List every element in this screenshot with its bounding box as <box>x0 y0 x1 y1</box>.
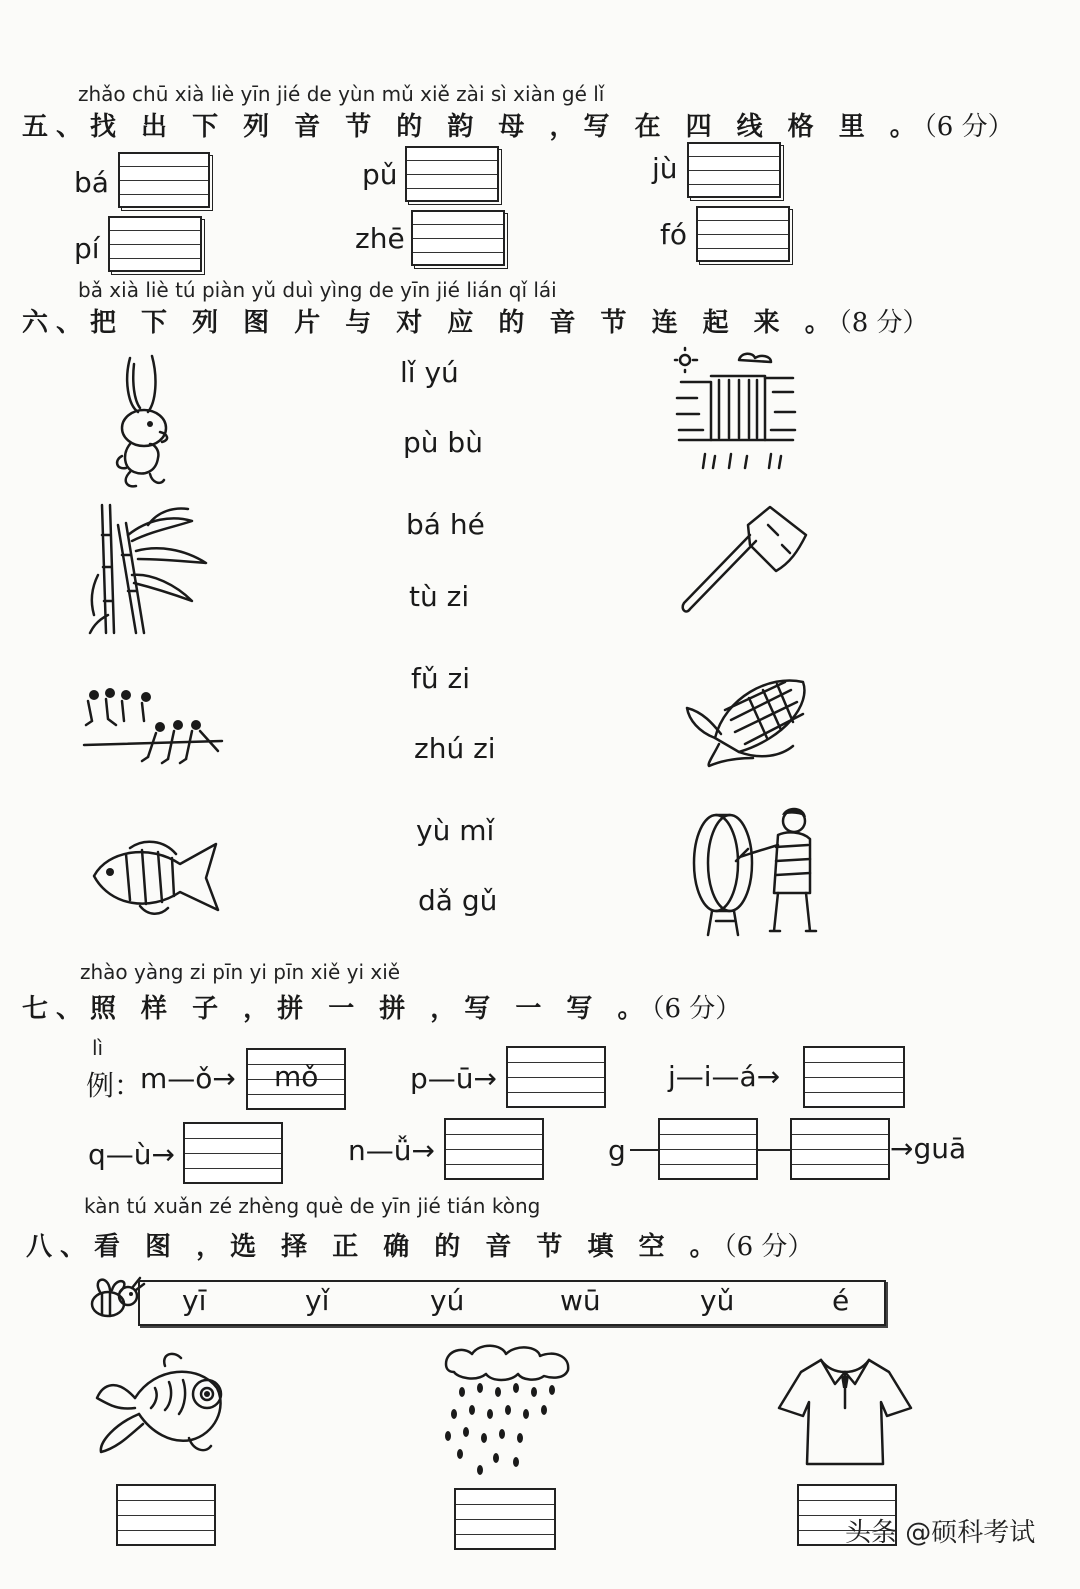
s8-title <box>26 1226 813 1263</box>
waterfall-picture[interactable] <box>675 348 800 478</box>
rabbit-picture[interactable] <box>100 350 190 490</box>
s6-score: （8 分） <box>838 308 929 338</box>
s7-box-gua-1[interactable] <box>658 1118 758 1180</box>
s5-box-ba[interactable] <box>118 152 210 208</box>
s7-example-answer: mǒ <box>274 1060 319 1093</box>
s7-box-gua-2[interactable] <box>790 1118 890 1180</box>
s5-item-fo: fó <box>660 218 687 251</box>
s7-example-box <box>246 1048 346 1110</box>
s7-example-pinyin: lì <box>92 1036 104 1060</box>
s8-pinyin: kàn tú xuǎn zé zhèng què de yīn jié tián kòng <box>84 1194 541 1218</box>
s8-option-e2[interactable]: é <box>832 1284 850 1317</box>
s5-item-ju: jù <box>652 152 678 185</box>
s8-option-yi3[interactable]: yǐ <box>305 1284 330 1317</box>
tug-of-war-picture[interactable] <box>82 685 227 765</box>
fish-picture[interactable] <box>90 838 225 918</box>
s8-option-wu1[interactable]: wū <box>560 1284 601 1317</box>
s5-box-pi[interactable] <box>108 216 202 272</box>
s6-word-zhu-zi[interactable]: zhú zi <box>414 732 496 765</box>
s5-item-pu: pǔ <box>362 158 398 191</box>
s5-box-pu[interactable] <box>405 146 499 202</box>
s8-option-yi1[interactable]: yī <box>182 1284 207 1317</box>
s7-score: （6 分） <box>651 994 742 1024</box>
axe-picture[interactable] <box>678 505 813 615</box>
s5-title-text: 五、找 出 下 列 音 节 的 韵 母 ，写 在 四 线 格 里 。 <box>22 112 924 142</box>
s6-word-tu-zi[interactable]: tù zi <box>409 580 470 613</box>
s7-title-text: 七、照 样 子 ，拼 一 拼 ，写 一 写 。 <box>22 994 652 1024</box>
s5-box-fo[interactable] <box>696 206 790 262</box>
s7-last-result: →guā <box>890 1132 967 1165</box>
s6-pinyin: bǎ xià liè tú piàn yǔ duì yìng de yīn jié lián qǐ lái <box>78 278 557 302</box>
s8-options-bar <box>138 1280 886 1326</box>
s7-example-expr: m—ǒ→ <box>140 1062 236 1095</box>
s7-expr-qu: q—ù→ <box>88 1138 175 1171</box>
s6-word-pu-bu[interactable]: pù bù <box>403 426 483 459</box>
s5-score: （6 分） <box>923 112 1014 142</box>
s7-example-label: 例： <box>86 1069 143 1102</box>
watermark: 头条 @硕科考试 <box>845 1518 1036 1548</box>
goldfish-picture[interactable] <box>95 1348 235 1458</box>
bamboo-picture[interactable] <box>88 505 218 635</box>
shirt-picture[interactable] <box>775 1352 915 1467</box>
s8-score: （6 分） <box>723 1232 814 1262</box>
s7-title <box>22 988 741 1025</box>
s6-word-da-gu[interactable]: dǎ gǔ <box>418 884 498 917</box>
s8-box-rain[interactable] <box>454 1488 556 1550</box>
s7-box-nv[interactable] <box>444 1118 544 1180</box>
s7-expr-nv: n—ǚ→ <box>348 1134 435 1167</box>
s7-box-qu[interactable] <box>183 1122 283 1184</box>
s5-box-zhe[interactable] <box>411 210 505 266</box>
s5-box-ju[interactable] <box>687 142 781 198</box>
s7-expr-pu: p—ū→ <box>410 1062 497 1095</box>
rain-cloud-picture[interactable] <box>440 1342 575 1477</box>
s6-word-ba-he[interactable]: bá hé <box>406 508 485 541</box>
s6-title-text: 六、把 下 列 图 片 与 对 应 的 音 节 连 起 来 。 <box>22 308 839 338</box>
s5-item-zhe: zhē <box>355 222 405 255</box>
s6-word-yu-mi[interactable]: yù mǐ <box>416 814 495 847</box>
s5-pinyin: zhǎo chū xià liè yīn jié de yùn mǔ xiě zài sì xiàn gé lǐ <box>78 82 605 106</box>
s8-option-yu3[interactable]: yǔ <box>700 1284 735 1317</box>
s6-title <box>22 302 929 339</box>
s8-box-goldfish[interactable] <box>116 1484 216 1546</box>
s7-connector-1 <box>630 1149 660 1151</box>
s7-expr-jia: j—i—á→ <box>668 1060 781 1093</box>
s5-item-ba: bá <box>74 166 109 199</box>
bee-icon <box>86 1272 146 1324</box>
s6-word-fu-zi[interactable]: fǔ zi <box>411 662 470 695</box>
s8-title-text: 八、看 图 ，选 择 正 确 的 音 节 填 空 。 <box>26 1232 724 1262</box>
corn-picture[interactable] <box>685 668 820 768</box>
s5-item-pi: pí <box>74 232 100 265</box>
s7-box-pu[interactable] <box>506 1046 606 1108</box>
drum-picture[interactable] <box>690 805 820 940</box>
s7-pinyin: zhào yàng zi pīn yi pīn xiě yi xiě <box>80 960 401 984</box>
s7-connector-2 <box>758 1149 790 1151</box>
s5-title <box>22 106 1014 143</box>
s7-box-jia[interactable] <box>803 1046 905 1108</box>
s8-option-yu2[interactable]: yú <box>430 1284 465 1317</box>
s6-word-li-yu[interactable]: lǐ yú <box>400 356 459 389</box>
s7-expr-g: g <box>608 1134 626 1167</box>
